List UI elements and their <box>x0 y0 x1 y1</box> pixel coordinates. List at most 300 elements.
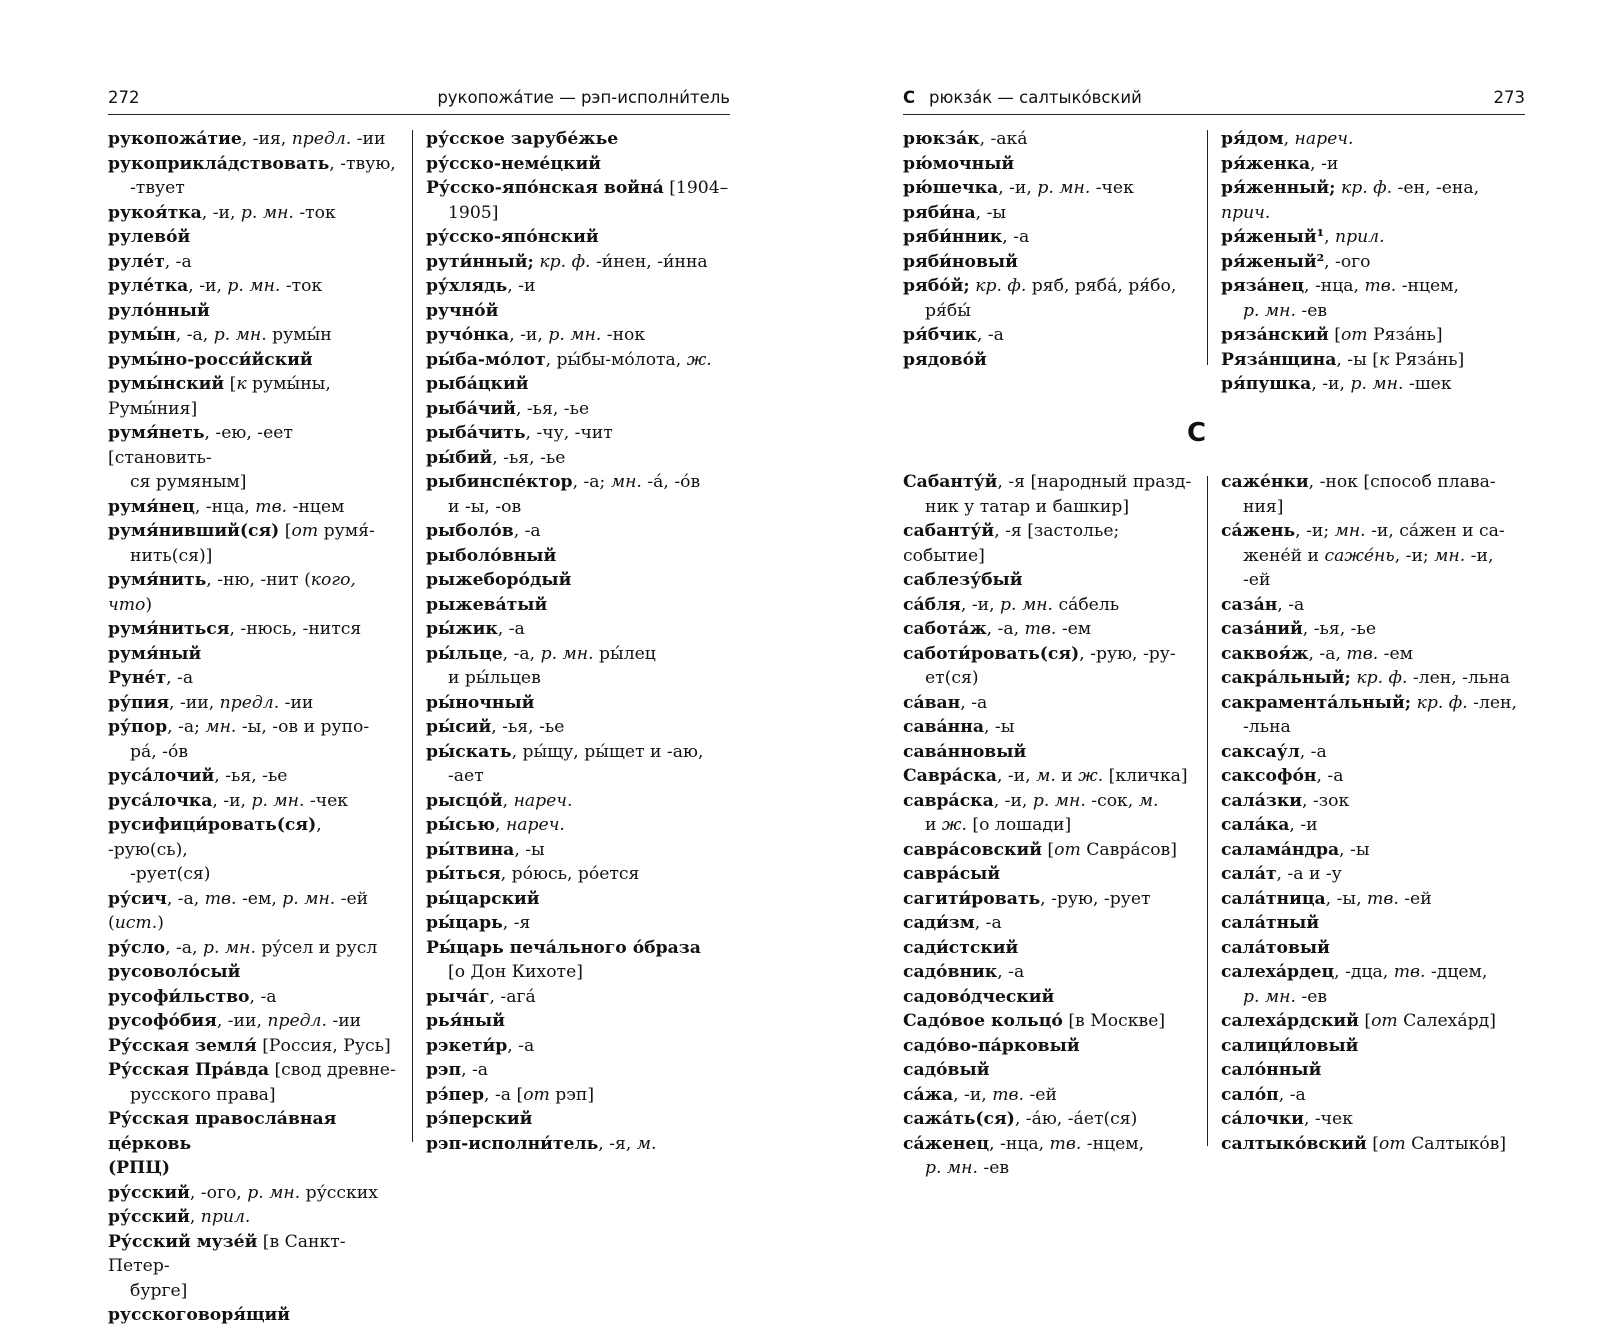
entry-text: , -я [застолье; событие] <box>903 521 1120 566</box>
entry-text: [в Москве] <box>1062 1011 1166 1031</box>
grammar-label: от <box>1378 1133 1406 1154</box>
entry-line <box>1221 1034 1526 1059</box>
entry-text: -ем <box>1378 643 1413 664</box>
grammar-label: к <box>236 374 247 394</box>
entry-text: -шек <box>1403 374 1452 394</box>
entry-text: , -ы, <box>1325 888 1368 909</box>
entry-text: , -и, <box>188 276 228 296</box>
entry-text: , -ого <box>1324 251 1371 272</box>
headword: садо́во-па́рковый <box>903 1035 1080 1056</box>
headword: сало́п <box>1221 1084 1279 1105</box>
entry-text: -нок <box>601 325 646 345</box>
entry-line <box>426 152 731 177</box>
entry-line <box>108 1279 398 1304</box>
entry-line <box>426 887 731 912</box>
entry-line <box>903 642 1193 667</box>
grammar-label: р. мн. <box>1350 374 1404 394</box>
entry-text: рэп] <box>549 1084 595 1105</box>
entry-line <box>903 593 1193 618</box>
entry-text: ник у татар и башкир] <box>925 496 1130 517</box>
entry-text: -нцем, <box>1081 1133 1145 1154</box>
headword: сала́товый <box>1221 937 1330 958</box>
entry-line <box>1221 887 1526 912</box>
headword: савра́ска <box>903 790 994 811</box>
entry-line <box>108 201 398 226</box>
entry-line <box>108 960 398 985</box>
headword: сала́тный <box>1221 913 1320 933</box>
entry-text: , -а, <box>165 937 203 958</box>
entry-text: , -рую, -ру- <box>1079 643 1176 664</box>
entry-text: , -нца, <box>1304 276 1365 296</box>
entry-line <box>1221 593 1526 618</box>
grammar-label: от <box>1054 839 1081 860</box>
headword: рыболо́в <box>426 521 514 541</box>
entry-line <box>108 1181 398 1206</box>
entry-text: [кличка] <box>1103 766 1188 786</box>
entry-line <box>426 201 731 226</box>
dictionary-column <box>1221 470 1526 1156</box>
entry-text: -ток <box>280 276 323 296</box>
entry-text: [свод древне- <box>269 1060 396 1080</box>
entry-text: , -а, <box>502 643 541 664</box>
headword: салама́ндра <box>1221 839 1340 860</box>
headword: ры́жик <box>426 619 498 639</box>
headword: ры́ться <box>426 864 501 884</box>
headword: руле́тка <box>108 276 189 296</box>
headword: ру́сло <box>108 937 166 958</box>
headword: румя́ниться <box>108 619 230 639</box>
entry-text: -ии <box>326 1011 362 1031</box>
entry-text: , -и, <box>1311 374 1351 394</box>
entry-line <box>426 1107 731 1132</box>
grammar-label: нареч. <box>513 790 573 811</box>
entry-line <box>108 1034 398 1059</box>
grammar-label: р. мн. <box>227 276 281 296</box>
entry-text: , -а, <box>166 888 205 909</box>
headword: Ру́сская земля́ <box>108 1035 257 1056</box>
entry-line <box>1221 274 1526 299</box>
entry-line <box>108 740 398 765</box>
headword: ряза́нец <box>1221 276 1305 296</box>
headword: сава́нна <box>903 717 984 737</box>
entry-line <box>1221 323 1526 348</box>
entry-text: , -а и -у <box>1276 864 1342 884</box>
headword: ру́пия <box>108 692 170 713</box>
entry-line <box>1221 495 1526 520</box>
right-page <box>903 0 1525 1258</box>
headword: ря́бчик <box>903 325 977 345</box>
entry-line <box>426 1132 731 1157</box>
headword: сала́зки <box>1221 790 1302 811</box>
entry-text: и ры́льцев <box>448 668 541 688</box>
entry-line <box>108 1230 398 1279</box>
entry-line <box>1221 299 1526 324</box>
headword: Руне́т <box>108 668 167 688</box>
entry-line <box>108 1156 398 1181</box>
entry-text: , -а <box>1316 766 1344 786</box>
entry-text: , -а <box>164 251 192 272</box>
headword: рукоя́тка <box>108 202 202 223</box>
headword: руло́нный <box>108 300 210 321</box>
grammar-label: тв. <box>1346 643 1379 664</box>
entry-line <box>108 666 398 691</box>
entry-line <box>108 1107 398 1156</box>
headword: рыба́цкий <box>426 374 529 394</box>
entry-line <box>108 176 398 201</box>
entry-text: , -ы [ <box>1336 349 1379 370</box>
grammar-label: мн. <box>1334 521 1366 541</box>
headword: саблезу́бый <box>903 570 1023 590</box>
grammar-label: прил. <box>200 1207 251 1227</box>
headword: са́жень <box>1221 521 1296 541</box>
entry-text: , -и, <box>993 790 1033 811</box>
headword: ру́сско-неме́цкий <box>426 153 601 174</box>
entry-line <box>903 838 1193 863</box>
grammar-label: тв. <box>1049 1133 1082 1154</box>
entry-line <box>426 1058 731 1083</box>
entry-line <box>426 323 731 348</box>
entry-line <box>1221 1009 1526 1034</box>
grammar-label: кр. ф. <box>1416 692 1468 713</box>
entry-text: -нцем, <box>1396 276 1460 296</box>
grammar-label: тв. <box>255 496 288 517</box>
headword: руса́лочка <box>108 790 213 811</box>
page-number: 272 <box>108 88 140 107</box>
headword: рэ́перский <box>426 1109 533 1129</box>
entry-text: , -ака́ <box>979 129 1028 149</box>
headword: са́женец <box>903 1133 990 1154</box>
headword: ряби́новый <box>903 251 1018 272</box>
entry-line <box>903 299 1193 324</box>
entry-text: -и, са́жен и са- <box>1365 521 1505 541</box>
grammar-label: кр. ф. <box>975 276 1027 296</box>
entry-text: , ро́юсь, ро́ется <box>500 864 640 884</box>
entry-line <box>1221 1083 1526 1108</box>
entry-line <box>426 421 731 446</box>
entry-line <box>1221 936 1526 961</box>
entry-text: [Россия, Русь] <box>256 1035 391 1056</box>
headword: рулево́й <box>108 227 191 247</box>
entry-line <box>426 470 731 495</box>
entry-text: , -нок [способ плава- <box>1308 472 1496 492</box>
entry-line <box>903 176 1193 201</box>
entry-line <box>903 1009 1193 1034</box>
entry-text: , -нюсь, -нится <box>229 619 362 639</box>
headword: ряби́нник <box>903 227 1003 247</box>
entry-text: [ <box>1358 1011 1372 1031</box>
entry-text: -ии <box>351 129 386 149</box>
grammar-label: тв. <box>1367 888 1399 909</box>
headword: ры́царь <box>426 913 503 933</box>
entry-line <box>108 1303 398 1328</box>
grammar-label: прил. <box>1335 227 1385 247</box>
entry-text: , -а <box>1278 1084 1306 1105</box>
entry-line <box>108 470 398 495</box>
headword: рыжеборо́дый <box>426 570 572 590</box>
entry-text: -чек <box>304 790 348 811</box>
entry-text: , -ы <box>1339 839 1370 860</box>
grammar-label: тв. <box>1024 619 1057 639</box>
headword: саже́нки <box>1221 472 1309 492</box>
entry-text: ры́лец <box>593 643 656 664</box>
headword: салтыко́вский <box>1221 1133 1367 1154</box>
entry-line <box>426 176 731 201</box>
entry-text: , -а; <box>572 472 611 492</box>
entry-text: ру́сских <box>300 1182 378 1203</box>
headword: румя́нить <box>108 570 207 590</box>
entry-text: [ <box>1328 325 1341 345</box>
grammar-label: р. мн. <box>282 888 336 909</box>
headword: ря́дом <box>1221 129 1284 149</box>
entry-text: бурге] <box>130 1280 188 1301</box>
headword: сакра́льный; <box>1221 668 1351 688</box>
entry-line <box>108 1009 398 1034</box>
headword: ру́сский <box>108 1207 190 1227</box>
entry-line <box>426 813 731 838</box>
headword: рыба́чить <box>426 423 526 443</box>
entry-text: -ей <box>1243 570 1271 590</box>
headword: Ру́сская Пра́вда <box>108 1060 270 1080</box>
dictionary-column <box>903 127 1193 372</box>
headword: рэ́пер <box>426 1084 485 1105</box>
grammar-label: ист. <box>114 913 158 933</box>
entry-line <box>108 323 398 348</box>
headword: сабота́ж <box>903 619 987 639</box>
entry-line <box>903 225 1193 250</box>
entry-line <box>903 985 1193 1010</box>
entry-line <box>903 250 1193 275</box>
entry-text: , -а [ <box>484 1084 524 1105</box>
entry-line <box>903 495 1193 520</box>
entry-text: -а́, -о́в <box>641 472 701 492</box>
headword: ря́женый² <box>1221 251 1325 272</box>
headword: сабанту́й <box>903 521 995 541</box>
headword: ру́пор <box>108 717 168 737</box>
entry-line <box>903 813 1193 838</box>
entry-text: ет(ся) <box>925 668 979 688</box>
entry-line <box>108 862 398 887</box>
headword: ря́женка <box>1221 153 1311 174</box>
entry-line <box>903 152 1193 177</box>
entry-text: , -ья, -ье <box>492 447 566 468</box>
entry-text: , -твую, <box>329 153 396 174</box>
grammar-label: р. мн. <box>1032 790 1086 811</box>
grammar-label: тв. <box>204 888 237 909</box>
entry-line <box>108 764 398 789</box>
grammar-label: р. мн. <box>1000 594 1053 615</box>
entry-text: -и, <box>1465 545 1494 566</box>
headword: сади́зм <box>903 913 975 933</box>
entry-line <box>903 764 1193 789</box>
headword: ря́женый¹ <box>1221 227 1325 247</box>
entry-line <box>426 642 731 667</box>
entry-text: , -ею, -еет [становить- <box>108 423 293 468</box>
entry-text: ) <box>145 594 153 615</box>
entry-text: 1905] <box>448 202 499 223</box>
grammar-label: ж. <box>686 349 712 370</box>
entry-text: -ей <box>1398 888 1432 909</box>
grammar-label: р. мн. <box>1243 300 1296 321</box>
entry-line <box>1221 568 1526 593</box>
entry-line <box>1221 862 1526 887</box>
headword: Ру́сская правосла́вная це́рковь <box>108 1109 337 1154</box>
headword: сади́стский <box>903 937 1019 958</box>
entry-text: -ает <box>448 766 484 786</box>
headword: ря́женный; <box>1221 178 1336 198</box>
entry-line <box>1221 813 1526 838</box>
headword: румя́ный <box>108 643 202 664</box>
dictionary-column <box>108 127 398 1328</box>
headword: сакрамента́льный; <box>1221 692 1412 713</box>
headword: рья́ный <box>426 1011 505 1031</box>
headword: ру́сский <box>108 1182 190 1203</box>
entry-text: , -ы <box>975 202 1007 223</box>
right-page-header <box>903 86 1525 115</box>
headword: Ры́царь печа́льного о́браза <box>426 937 701 958</box>
grammar-label: от <box>291 521 319 541</box>
entry-line <box>903 274 1193 299</box>
headword: руса́лочий <box>108 766 215 786</box>
headword: ру́хлядь <box>426 276 508 296</box>
headword: саксофо́н <box>1221 766 1317 786</box>
headword: саза́н <box>1221 594 1278 615</box>
entry-line <box>426 519 731 544</box>
entry-line <box>426 1034 731 1059</box>
entry-text: ) <box>157 913 164 933</box>
entry-text: -лен, <box>1467 692 1517 713</box>
entry-text: [ <box>1366 1133 1379 1154</box>
entry-text: жене́й и <box>1243 545 1325 566</box>
entry-text: румы́ны, Румы́ния] <box>108 374 331 419</box>
grammar-label: тв. <box>1364 276 1397 296</box>
headword: рыболо́вный <box>426 545 557 566</box>
grammar-label: р. мн. <box>213 325 267 345</box>
grammar-label: от <box>523 1084 550 1105</box>
entry-text: , -ья, -ье <box>491 717 565 737</box>
entry-line <box>108 299 398 324</box>
entry-text: , -а <box>249 986 277 1007</box>
entry-text: румя́- <box>318 521 375 541</box>
entry-text: румы́н <box>266 325 332 345</box>
entry-text: , -и; <box>1394 545 1435 566</box>
entry-line <box>426 593 731 618</box>
entry-line <box>1221 519 1526 544</box>
grammar-label: р. мн. <box>240 202 294 223</box>
headword: са́бля <box>903 594 961 615</box>
grammar-label: прич. <box>1221 202 1271 223</box>
entry-text: , -ия, <box>241 129 292 149</box>
entry-line <box>903 789 1193 814</box>
entry-text: -льна <box>1243 717 1291 737</box>
headword: саза́ний <box>1221 619 1303 639</box>
entry-line <box>903 862 1193 887</box>
entry-line <box>108 519 398 544</box>
grammar-label: р. мн. <box>1243 986 1296 1007</box>
headword: саботи́ровать(ся) <box>903 643 1080 664</box>
grammar-label: саже́нь <box>1324 545 1395 566</box>
entry-line <box>108 789 398 814</box>
entry-text: , -а; <box>167 717 206 737</box>
entry-line <box>903 519 1193 568</box>
headword: русофи́льство <box>108 986 250 1007</box>
dictionary-column <box>426 127 731 1156</box>
entry-line <box>903 740 1193 765</box>
headword: рю́мочный <box>903 153 1015 174</box>
entry-line <box>1221 691 1526 716</box>
entry-text: Ряза́нь] <box>1367 325 1443 345</box>
headword: рэкети́р <box>426 1035 508 1056</box>
grammar-label: ж. <box>1078 766 1104 786</box>
section-letter-header: С <box>903 88 916 107</box>
headword: Садо́вое кольцо́ <box>903 1011 1063 1031</box>
entry-text: , -а <box>976 325 1004 345</box>
entry-line <box>903 887 1193 912</box>
entry-line <box>426 274 731 299</box>
entry-line <box>1221 225 1526 250</box>
headword: ручно́й <box>426 300 499 321</box>
headword: Савра́ска <box>903 766 997 786</box>
entry-line <box>426 617 731 642</box>
headword: рыча́г <box>426 986 490 1007</box>
entry-text: , ры́щу, ры́щет и -аю, <box>511 741 704 762</box>
entry-text: [1904– <box>663 178 729 198</box>
headword: ру́сское зарубе́жье <box>426 129 619 149</box>
entry-line <box>903 1156 1193 1181</box>
entry-text: , <box>189 1207 201 1227</box>
entry-line <box>903 715 1193 740</box>
headword: ры́скать <box>426 741 512 762</box>
headword: рыжева́тый <box>426 594 548 615</box>
entry-text: -твует <box>130 178 185 198</box>
headword: ры́сий <box>426 717 492 737</box>
headword: рукопожа́тие <box>108 129 242 149</box>
entry-text: [ <box>224 374 237 394</box>
entry-line <box>903 127 1193 152</box>
entry-line <box>1221 348 1526 373</box>
entry-text: -рует(ся) <box>130 864 211 884</box>
headword: савра́сый <box>903 864 1001 884</box>
running-title: рюкза́к — салтыко́вский <box>929 88 1142 107</box>
entry-line <box>903 348 1193 373</box>
entry-line <box>108 691 398 716</box>
entry-line <box>1221 764 1526 789</box>
entry-text: ра́, -о́в <box>130 741 189 762</box>
column-divider <box>1207 130 1208 365</box>
grammar-label: предл. <box>267 1011 327 1031</box>
headword: сала́ка <box>1221 815 1290 835</box>
entry-line <box>903 201 1193 226</box>
headword: румя́неть <box>108 423 205 443</box>
entry-text: , -и, <box>960 594 1001 615</box>
entry-line <box>426 789 731 814</box>
entry-text: -ии <box>279 692 314 713</box>
entry-text: , -и, <box>953 1084 993 1105</box>
entry-line <box>426 250 731 275</box>
headword: румы́нский <box>108 374 225 394</box>
entry-line <box>903 1058 1193 1083</box>
headword: са́ван <box>903 692 961 713</box>
entry-text: , -а <box>997 962 1025 982</box>
entry-line <box>903 1083 1193 1108</box>
headword: рыба́чий <box>426 398 516 419</box>
entry-text: , -ии, <box>216 1011 268 1031</box>
entry-line <box>108 642 398 667</box>
left-page-header <box>108 86 730 115</box>
grammar-label: ж. <box>941 815 967 835</box>
headword: ручо́нка <box>426 325 510 345</box>
entry-line <box>426 495 731 520</box>
entry-text: , -нца, <box>989 1133 1050 1154</box>
